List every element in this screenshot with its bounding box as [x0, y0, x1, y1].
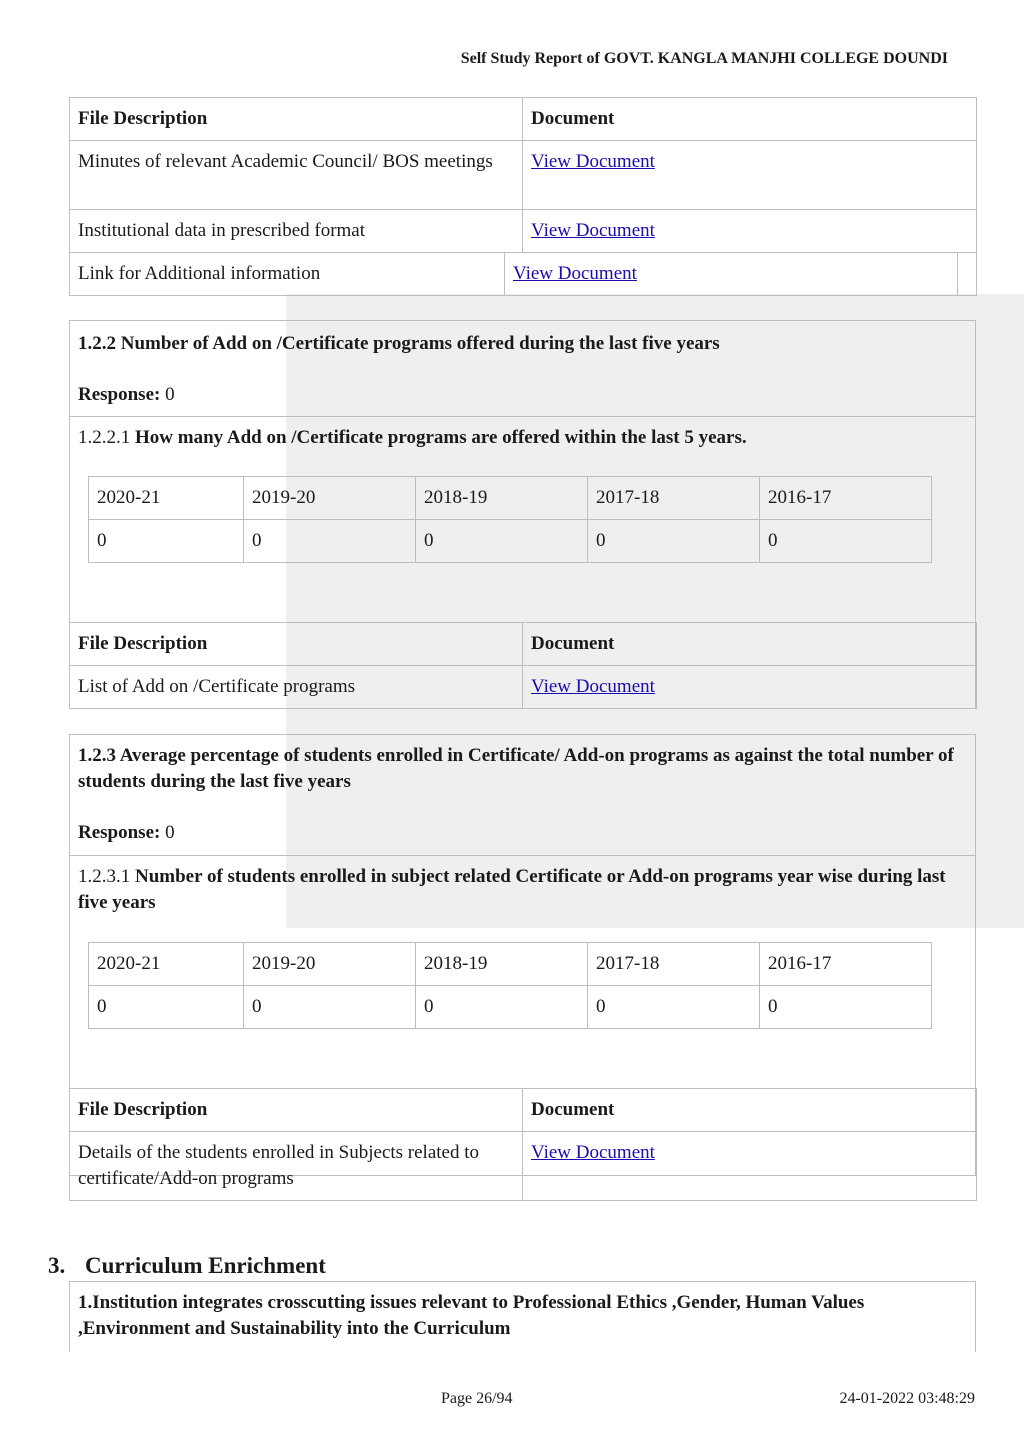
year-cell: 2019-20	[244, 943, 416, 986]
year-cell: 2016-17	[760, 943, 932, 986]
file-description-table-1-2-3	[69, 1088, 977, 1201]
year-cell: 2018-19	[416, 477, 588, 520]
footer-datetime: 24-01-2022 03:48:29	[839, 1390, 975, 1407]
file-description-cell: Minutes of relevant Academic Council/ BOS meetings	[70, 141, 523, 210]
sub-metric-text: How many Add on /Certificate programs are offered within the last 5 years.	[135, 427, 747, 448]
value-cell: 0	[89, 986, 244, 1029]
metric-3-1-title: 1.Institution integrates crosscutting issues relevant to Professional Ethics ,Gender, Human Values ,Environment and Sustainability into the Curriculum	[78, 1292, 865, 1339]
metric-3-1-box	[69, 1281, 976, 1352]
value-row	[89, 520, 932, 563]
file-description-cell: Link for Additional information	[70, 253, 505, 296]
page-number: Page 26/94	[441, 1390, 513, 1407]
file-description-cell: Institutional data in prescribed format	[70, 210, 523, 253]
metric-1-2-2-title: 1.2.2 Number of Add on /Certificate programs offered during the last five years	[78, 333, 720, 354]
table-row	[70, 253, 977, 296]
file-description-header: File Description	[70, 623, 523, 666]
year-cell: 2017-18	[588, 943, 760, 986]
response-value: 0	[165, 822, 175, 843]
file-description-cell: Details of the students enrolled in Subjects related to certificate/Add-on programs	[70, 1132, 523, 1201]
metric-1-2-3-1-row	[70, 855, 975, 924]
year-header-row	[89, 943, 932, 986]
sub-metric-number: 1.2.2.1	[78, 427, 131, 448]
year-table-1-2-2	[88, 476, 932, 563]
view-document-link[interactable]: View Document	[531, 151, 655, 172]
value-cell: 0	[588, 986, 760, 1029]
year-cell: 2019-20	[244, 477, 416, 520]
year-cell: 2017-18	[588, 477, 760, 520]
value-row	[89, 986, 932, 1029]
document-header: Document	[523, 623, 977, 666]
value-cell: 0	[244, 986, 416, 1029]
file-description-cell: List of Add on /Certificate programs	[70, 666, 523, 709]
year-cell: 2016-17	[760, 477, 932, 520]
sub-metric-number: 1.2.3.1	[78, 866, 131, 887]
view-document-link[interactable]: View Document	[513, 263, 637, 284]
table-row	[70, 141, 977, 210]
view-document-link[interactable]: View Document	[531, 1142, 655, 1163]
year-header-row	[89, 477, 932, 520]
additional-info-row-table	[69, 252, 977, 296]
value-cell: 0	[588, 520, 760, 563]
metric-1-2-3-title: 1.2.3 Average percentage of students enrolled in Certificate/ Add-on programs as against the total number of students during the last five years	[78, 745, 954, 792]
table-row	[70, 666, 977, 709]
document-header: Document	[523, 98, 977, 141]
file-description-header: File Description	[70, 1089, 523, 1132]
response-line	[70, 384, 975, 406]
view-document-link[interactable]: View Document	[531, 676, 655, 697]
year-cell: 2018-19	[416, 943, 588, 986]
metric-1-2-2-1-row	[70, 416, 975, 459]
section-number: 3.	[48, 1253, 66, 1278]
section-title: Curriculum Enrichment	[85, 1253, 326, 1278]
value-cell: 0	[416, 986, 588, 1029]
response-line	[70, 822, 975, 844]
value-cell: 0	[244, 520, 416, 563]
sub-metric-text: Number of students enrolled in subject related Certificate or Add-on programs year wise during last five years	[78, 866, 946, 913]
report-header: Self Study Report of GOVT. KANGLA MANJHI COLLEGE DOUNDI	[460, 50, 948, 67]
value-cell: 0	[416, 520, 588, 563]
table-row	[70, 210, 977, 253]
empty-cell	[958, 253, 977, 296]
year-table-1-2-3	[88, 942, 932, 1029]
response-value: 0	[165, 384, 175, 405]
file-description-header: File Description	[70, 98, 523, 141]
value-cell: 0	[760, 986, 932, 1029]
document-header: Document	[523, 1089, 977, 1132]
file-description-table-1	[69, 97, 977, 253]
response-label: Response:	[78, 384, 161, 405]
section-heading	[48, 1253, 326, 1279]
value-cell: 0	[89, 520, 244, 563]
response-label: Response:	[78, 822, 161, 843]
view-document-link[interactable]: View Document	[531, 220, 655, 241]
year-cell: 2020-21	[89, 943, 244, 986]
table-row	[70, 1132, 977, 1201]
value-cell: 0	[760, 520, 932, 563]
year-cell: 2020-21	[89, 477, 244, 520]
file-description-table-1-2-2	[69, 622, 977, 709]
